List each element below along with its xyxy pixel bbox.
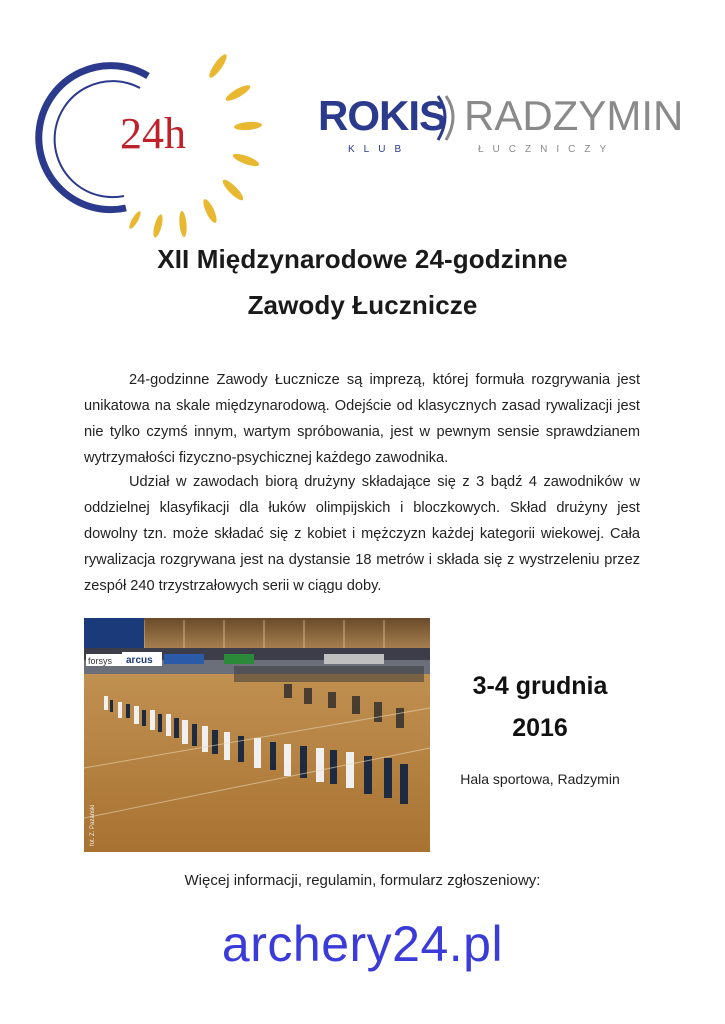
event-title-line1: XII Międzynarodowe 24-godzinne (157, 244, 568, 274)
rokis-text: ROKIS (318, 92, 447, 139)
rokis-radzymin-logo (318, 90, 684, 160)
spectators-group (234, 666, 424, 682)
luczniczy-text: ŁUCZNICZY (478, 144, 616, 155)
website-link[interactable]: archery24.pl (221, 916, 504, 972)
event-date-line1: 3-4 grudnia (472, 672, 608, 700)
photo-banner-forsys: forsys (88, 656, 113, 666)
photo-credit: fot. Z. Pazański (90, 804, 96, 846)
event-date-line2: 2016 (512, 714, 568, 742)
24h-event-logo (78, 48, 258, 238)
description-paragraph-1: 24-godzinne Zawody Łucznicze są imprezą, której formuła rozgrywania jest unikatowa na skale międzynarodową. Odejście od klasycznych zasad rywalizacji jest nie tylko czymś innym, wartym spróbowania, jest w pewnym sensie sprawdzianem wytrzymałości fizyczno-psychicznej każdego zawodnika. (84, 372, 640, 466)
photo-banner-arcus: arcus (126, 655, 153, 666)
24h-logo-text: 24h (120, 109, 186, 158)
event-venue: Hala sportowa, Radzymin (460, 771, 620, 787)
event-title-line2: Zawody Łucznicze (247, 290, 478, 320)
more-info-text: Więcej informacji, regulamin, formularz zgłoszeniowy: (184, 872, 541, 889)
archery-hall-photo (84, 618, 430, 852)
klub-text: KLUB (348, 144, 411, 155)
description-paragraph-2: Udział w zawodach biorą drużyny składające się z 3 bądź 4 zawodników w oddzielnej klasyfikacji dla łuków olimpijskich i bloczkowych. Skład drużyny jest dowolny tzn. może składać się z kobiet i mężczyzn każdej kategorii wiekowej. Cała rywalizacja rozgrywana jest na dystansie 18 metrów i składa się z wystrzeleniu przez zespół 240 trzystrzałowych serii w ciągu doby. (84, 474, 640, 594)
radzymin-text: RADZYMIN (464, 92, 684, 139)
